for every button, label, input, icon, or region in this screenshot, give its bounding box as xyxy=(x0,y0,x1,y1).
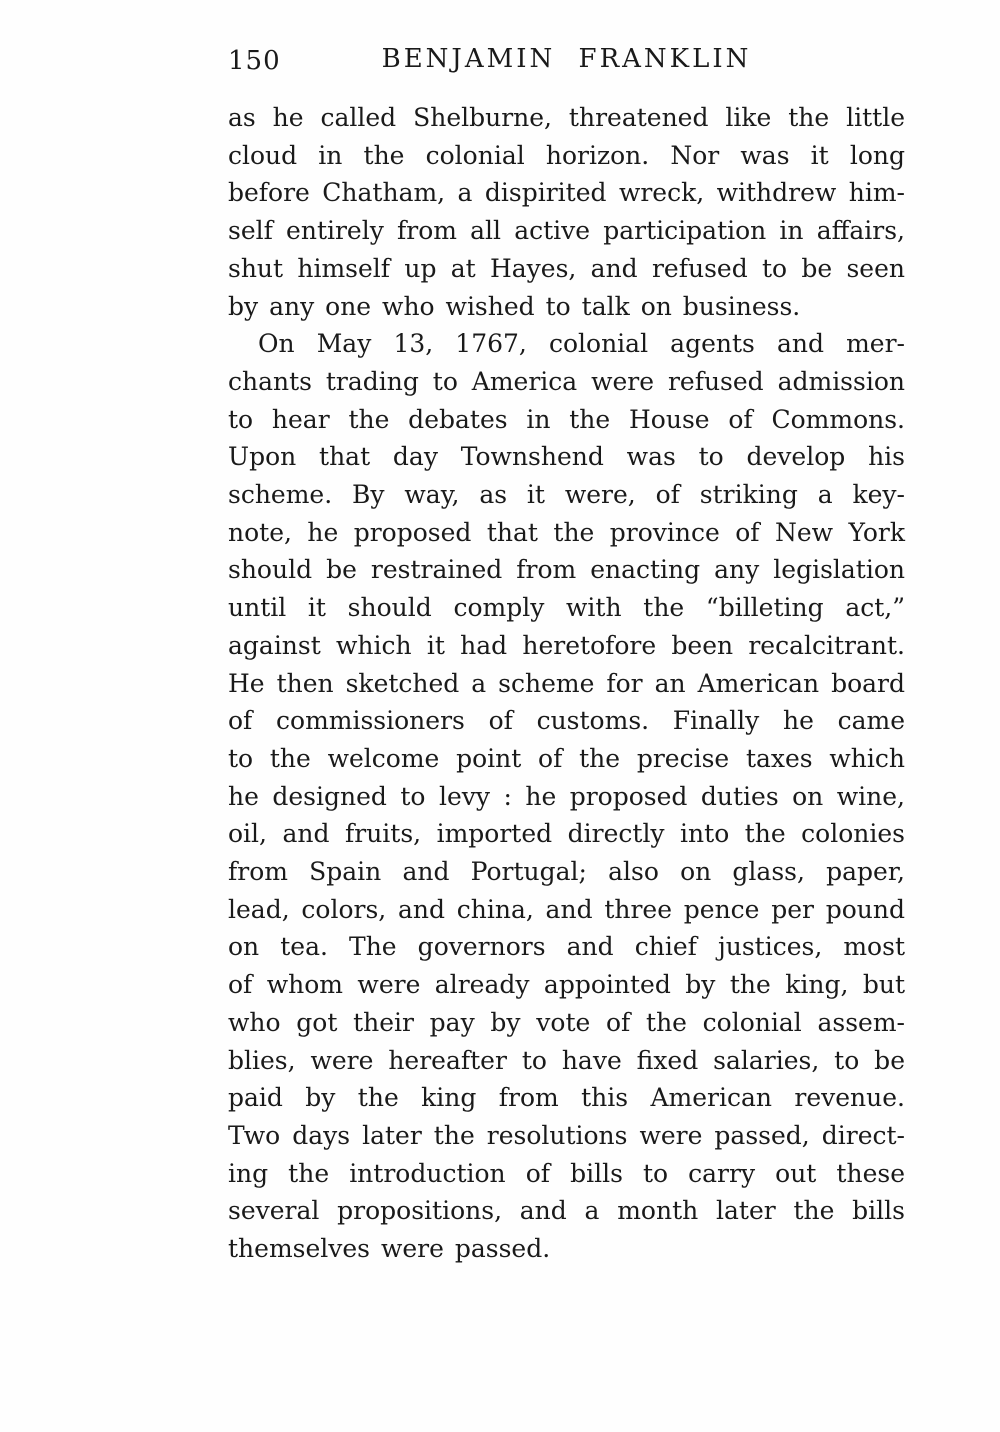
text-line: He then sketched a scheme for an American board xyxy=(228,668,905,698)
paragraph xyxy=(228,99,905,325)
text-line: as he called Shelburne, threatened like the little xyxy=(228,103,905,132)
text-line: lead, colors, and china, and three pence per pound xyxy=(228,894,905,924)
text-line: who got their pay by vote of the colonial assem- xyxy=(228,1007,905,1037)
paragraph xyxy=(228,325,905,1268)
text-line: ing the introduction of bills to carry out these xyxy=(228,1158,905,1188)
text-line: themselves were passed. xyxy=(228,1234,551,1264)
text-line: against which it had heretofore been recalcitrant. xyxy=(228,630,905,660)
text-line: cloud in the colonial horizon. Nor was it long xyxy=(228,140,905,170)
text-line: to hear the debates in the House of Commons. xyxy=(228,404,905,434)
text-line: from Spain and Portugal; also on glass, paper, xyxy=(228,857,905,887)
text-line: should be restrained from enacting any legislation xyxy=(228,555,905,585)
text-line: several propositions, and a month later the bills xyxy=(228,1196,905,1226)
text-line: he designed to levy : he proposed duties on wine, xyxy=(228,781,905,811)
text-line: before Chatham, a dispirited wreck, withdrew him- xyxy=(228,178,905,208)
text-line: by any one who wished to talk on business. xyxy=(228,291,801,321)
page-number: 150 xyxy=(228,46,281,76)
text-line: blies, were hereafter to have fixed salaries, to be xyxy=(228,1045,905,1075)
text-line: oil, and fruits, imported directly into the colonies xyxy=(228,819,905,849)
text-line: scheme. By way, as it were, of striking a key- xyxy=(228,480,905,510)
text-line: On May 13, 1767, colonial agents and mer- xyxy=(258,329,905,359)
text-line: paid by the king from this American revenue. xyxy=(228,1083,905,1113)
text-line: Two days later the resolutions were passed, direct- xyxy=(228,1120,905,1150)
text-line: on tea. The governors and chief justices, most xyxy=(228,932,905,962)
text-line: Upon that day Townshend was to develop his xyxy=(228,442,905,472)
text-line: chants trading to America were refused admission xyxy=(228,366,905,396)
text-line: to the welcome point of the precise taxes which xyxy=(228,743,905,773)
body-text-block xyxy=(228,99,905,1268)
text-line: of whom were already appointed by the king, but xyxy=(228,970,905,1000)
running-header xyxy=(228,44,905,76)
text-line: shut himself up at Hayes, and refused to be seen xyxy=(228,253,905,283)
running-head-title: BENJAMIN FRANKLIN xyxy=(381,44,752,74)
text-line: until it should comply with the “billeting act,” xyxy=(228,593,905,623)
text-line: self entirely from all active participation in affairs, xyxy=(228,216,905,246)
text-line: note, he proposed that the province of New York xyxy=(228,517,905,547)
text-line: of commissioners of customs. Finally he came xyxy=(228,706,905,736)
